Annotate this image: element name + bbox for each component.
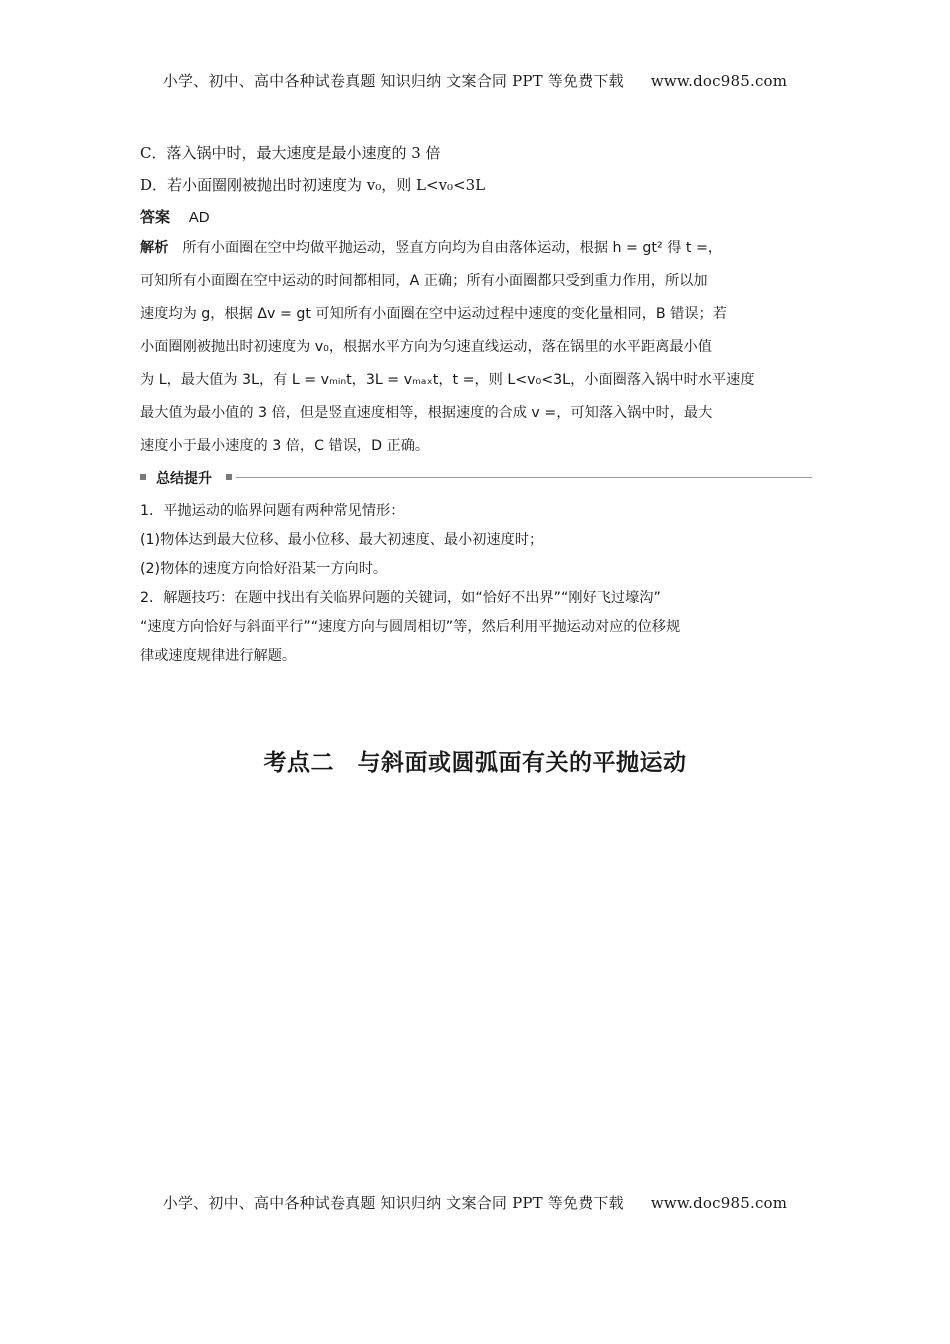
analysis-line-7: 速度小于最小速度的 3 倍，C 错误，D 正确。 bbox=[140, 438, 430, 454]
analysis-line-1 bbox=[140, 237, 812, 259]
analysis-block bbox=[140, 237, 812, 457]
analysis-line-2: 可知所有小面圈在空中运动的时间都相同，A 正确；所有小面圈都只受到重力作用，所以加 bbox=[140, 273, 708, 289]
answer-value: AD bbox=[188, 209, 210, 226]
summary-block bbox=[140, 500, 812, 667]
footer-site-link[interactable]: www.doc985.com bbox=[650, 1194, 788, 1212]
footer-text: 小学、初中、高中各种试卷真题 知识归纳 文案合同 PPT 等免费下载 bbox=[162, 1194, 624, 1212]
summary-line: “速度方向恰好与斜面平行”“速度方向与圆周相切”等，然后利用平抛运动对应的位移规 bbox=[140, 619, 681, 635]
analysis-label: 解析 bbox=[140, 240, 169, 256]
summary-title: 总结提升 bbox=[156, 468, 218, 488]
analysis-text: 所有小面圈在空中均做平抛运动，竖直方向均为自由落体运动，根据 h = gt² 得 t =， bbox=[182, 240, 723, 256]
summary-line: (2)物体的速度方向恰好沿某一方向时。 bbox=[140, 561, 388, 577]
option-d: D．若小面圈刚被抛出时初速度为 v₀，则 L<v₀<3L bbox=[140, 176, 486, 194]
analysis-line-5: 为 L，最大值为 3L，有 L = vₘᵢₙt，3L = vₘₐₓt，t =，则 L<v₀<3L，小面圈落入锅中时水平速度 bbox=[140, 372, 755, 388]
answer-options bbox=[140, 142, 812, 196]
header-site-link[interactable]: www.doc985.com bbox=[650, 72, 788, 90]
page-header bbox=[0, 70, 950, 91]
answer-row bbox=[140, 206, 812, 229]
analysis-line-3: 速度均为 g，根据 Δv = gt 可知所有小面圈在空中运动过程中速度的变化量相同，B 错误；若 bbox=[140, 306, 727, 322]
header-text: 小学、初中、高中各种试卷真题 知识归纳 文案合同 PPT 等免费下载 bbox=[162, 72, 624, 90]
summary-line: 1．平抛运动的临界问题有两种常见情形： bbox=[140, 503, 405, 519]
page-footer bbox=[0, 1192, 950, 1213]
analysis-line-6: 最大值为最小值的 3 倍，但是竖直速度相等，根据速度的合成 v =，可知落入锅中时，最大 bbox=[140, 405, 713, 421]
summary-heading bbox=[140, 468, 812, 488]
summary-divider bbox=[236, 477, 812, 478]
section-title: 考点二 与斜面或圆弧面有关的平抛运动 bbox=[263, 750, 687, 776]
square-bullet-icon bbox=[226, 474, 232, 480]
page-content bbox=[140, 142, 812, 674]
answer-label: 答案 bbox=[140, 208, 171, 226]
analysis-line-4: 小面圈刚被抛出时初速度为 v₀，根据水平方向为匀速直线运动，落在锅里的水平距离最小值 bbox=[140, 339, 712, 355]
summary-line: 2．解题技巧：在题中找出有关临界问题的关键词，如“恰好不出界”“刚好飞过壕沟” bbox=[140, 590, 661, 606]
square-bullet-icon bbox=[140, 474, 146, 480]
summary-line: (1)物体达到最大位移、最小位移、最大初速度、最小初速度时； bbox=[140, 532, 544, 548]
option-c: C．落入锅中时，最大速度是最小速度的 3 倍 bbox=[140, 144, 441, 162]
summary-line: 律或速度规律进行解题。 bbox=[140, 648, 297, 664]
